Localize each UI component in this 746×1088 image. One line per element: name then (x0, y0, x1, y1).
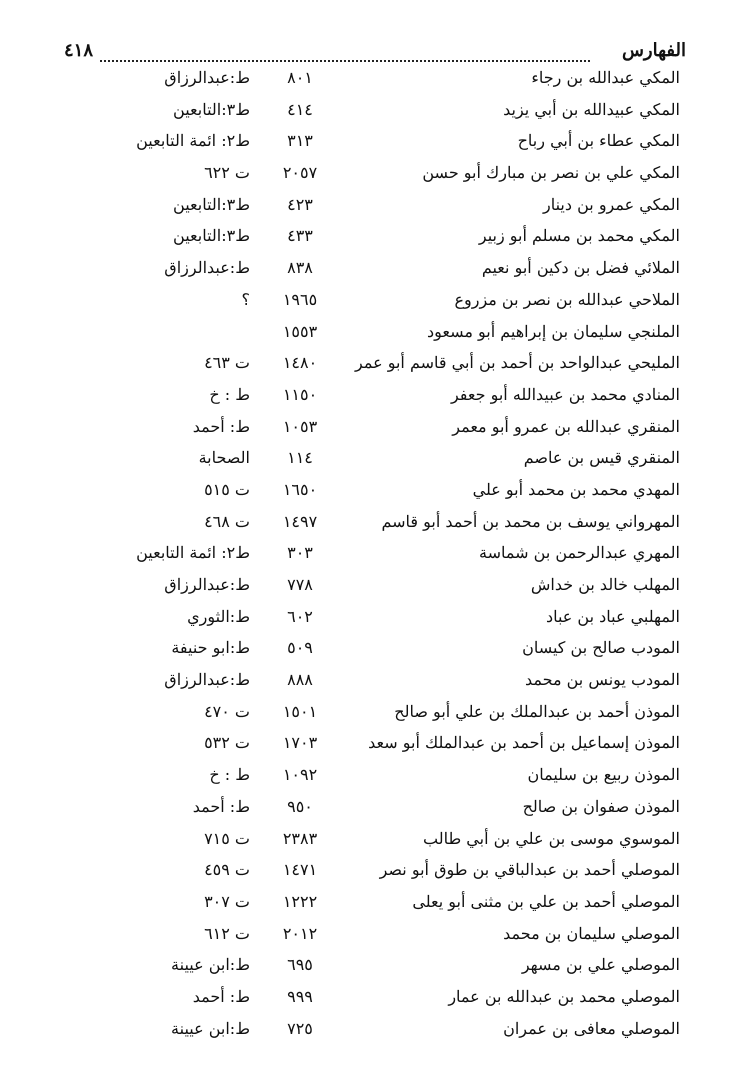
index-row (0, 159, 746, 191)
entry-number: ١٢٢٢ (282, 891, 318, 911)
narrator-name: المودب صالح بن كيسان (522, 638, 680, 658)
index-row (0, 286, 746, 318)
narrator-name: الموسوي موسى بن علي بن أبي طالب (423, 828, 680, 848)
index-row (0, 666, 746, 698)
narrator-name: الموصلي أحمد بن علي بن مثنى أبو يعلى (412, 891, 680, 911)
entry-note: ط: أحمد (192, 416, 250, 436)
narrator-name: الموذن صفوان بن صالح (522, 796, 680, 816)
entry-number: ١١٥٠ (282, 384, 318, 404)
entry-number: ٢٠٥٧ (282, 163, 318, 183)
entry-note: ت ٣٠٧ (204, 891, 250, 911)
index-row (0, 476, 746, 508)
entry-number: ٦٩٥ (287, 955, 313, 975)
narrator-name: المكي عطاء بن أبي رباح (517, 131, 680, 151)
index-list (0, 64, 746, 1046)
narrator-name: المنقري قيس بن عاصم (523, 448, 680, 468)
entry-number: ١٤٧١ (282, 860, 318, 880)
narrator-name: الموذن ربيع بن سليمان (527, 765, 680, 785)
entry-note: ط:عبدالرزاق (164, 68, 250, 87)
index-row (0, 634, 746, 666)
index-row (0, 571, 746, 603)
entry-note: ط:عبدالرزاق (164, 670, 250, 690)
narrator-name: المكي علي بن نصر بن مبارك أبو حسن (422, 163, 680, 183)
entry-number: ٨٨٨ (287, 670, 313, 690)
narrator-name: المنادي محمد بن عبيدالله أبو جعفر (450, 384, 680, 404)
section-title: الفهارس (621, 40, 686, 61)
index-row (0, 856, 746, 888)
narrator-name: المهلب خالد بن خداش (530, 575, 680, 594)
entry-note: ؟ (241, 289, 250, 309)
index-row (0, 698, 746, 730)
narrator-name: المهري عبدالرحمن بن شماسة (479, 543, 680, 563)
entry-note: الصحابة (198, 448, 250, 468)
entry-note: ت ٥١٥ (204, 479, 250, 499)
entry-note: ط٣:التابعين (173, 99, 250, 119)
index-row (0, 1015, 746, 1047)
index-row (0, 983, 746, 1015)
index-row (0, 413, 746, 445)
entry-number: ١٠٩٢ (282, 765, 318, 785)
entry-number: ٤٢٣ (287, 194, 313, 214)
entry-number: ١٥٥٣ (282, 321, 318, 341)
entry-number: ٦٠٢ (287, 606, 313, 626)
entry-note: ط:ابو حنيفة (171, 638, 250, 658)
entry-note: ط:ابن عيينة (171, 1018, 250, 1038)
index-row (0, 539, 746, 571)
index-row (0, 222, 746, 254)
entry-note: ط٢: ائمة التابعين (136, 131, 250, 151)
entry-number: ١٧٠٣ (282, 733, 318, 753)
narrator-name: المهرواني يوسف بن محمد بن أحمد أبو قاسم (381, 511, 680, 531)
narrator-name: المليحي عبدالواحد بن أحمد بن أبي قاسم أبو عمر (355, 353, 680, 373)
narrator-name: الموصلي سليمان بن محمد (503, 923, 680, 943)
entry-number: ٢٠١٢ (282, 923, 318, 943)
entry-number: ٨٣٨ (287, 258, 313, 278)
narrator-name: المكي عمرو بن دينار (543, 194, 680, 214)
index-row (0, 793, 746, 825)
entry-note: ط : خ (209, 765, 250, 785)
narrator-name: الموذن إسماعيل بن أحمد بن عبدالملك أبو سعد (368, 733, 680, 753)
entry-note: ط:عبدالرزاق (164, 258, 250, 278)
entry-note: ت ٤٧٠ (204, 701, 250, 721)
entry-number: ٩٩٩ (287, 986, 313, 1006)
narrator-name: المكي محمد بن مسلم أبو زبير (478, 226, 680, 246)
entry-note: ت ٤٦٣ (204, 353, 250, 373)
entry-note: ط:عبدالرزاق (164, 575, 250, 594)
page-number: ٤١٨ (64, 40, 94, 61)
entry-number: ٧٢٥ (287, 1018, 313, 1038)
narrator-name: الموصلي علي بن مسهر (521, 955, 680, 975)
index-row (0, 729, 746, 761)
narrator-name: الملنجي سليمان بن إبراهيم أبو مسعود (426, 321, 680, 341)
entry-number: ٤١٤ (287, 99, 313, 119)
narrator-name: الموذن أحمد بن عبدالملك بن علي أبو صالح (394, 701, 680, 721)
index-row (0, 603, 746, 635)
entry-note: ط : خ (209, 384, 250, 404)
index-row (0, 508, 746, 540)
entry-note: ت ٧١٥ (204, 828, 250, 848)
narrator-name: الموصلي محمد بن عبدالله بن عمار (448, 986, 680, 1006)
index-row (0, 920, 746, 952)
index-row (0, 96, 746, 128)
index-row (0, 254, 746, 286)
entry-note: ت ٤٥٩ (204, 860, 250, 880)
entry-number: ٣٠٣ (287, 543, 313, 563)
entry-number: ١٩٦٥ (282, 289, 318, 309)
narrator-name: الملائي فضل بن دكين أبو نعيم (481, 258, 680, 278)
entry-number: ٩٥٠ (287, 796, 313, 816)
index-row (0, 64, 746, 96)
index-row (0, 825, 746, 857)
index-row (0, 761, 746, 793)
entry-note: ت ٤٦٨ (204, 511, 250, 531)
narrator-name: الملاحي عبدالله بن نصر بن مزروع (454, 289, 680, 309)
entry-note: ط٣:التابعين (173, 194, 250, 214)
entry-number: ١٤٨٠ (282, 353, 318, 373)
narrator-name: المودب يونس بن محمد (524, 670, 680, 690)
entry-note: ت ٦١٢ (204, 923, 250, 943)
index-row (0, 349, 746, 381)
entry-number: ١٤٩٧ (282, 511, 318, 531)
index-row (0, 888, 746, 920)
entry-number: ٥٠٩ (287, 638, 313, 658)
entry-number: ١١٤ (287, 448, 313, 468)
entry-note: ت ٥٣٢ (204, 733, 250, 753)
entry-number: ٤٣٣ (287, 226, 313, 246)
entry-number: ١٠٥٣ (282, 416, 318, 436)
narrator-name: المنقري عبدالله بن عمرو أبو معمر (452, 416, 680, 436)
entry-number: ٧٧٨ (287, 575, 313, 594)
narrator-name: المهلبي عباد بن عباد (545, 606, 680, 626)
index-row (0, 191, 746, 223)
index-row (0, 951, 746, 983)
entry-note: ط٢: ائمة التابعين (136, 543, 250, 563)
entry-number: ٢٣٨٣ (282, 828, 318, 848)
entry-note: ط: أحمد (192, 796, 250, 816)
index-row (0, 127, 746, 159)
index-row (0, 318, 746, 350)
entry-number: ١٥٠١ (282, 701, 318, 721)
header-dotted-leader (100, 40, 590, 62)
narrator-name: الموصلي أحمد بن عبدالباقي بن طوق أبو نصر (379, 860, 680, 880)
entry-number: ١٦٥٠ (282, 479, 318, 499)
index-row (0, 444, 746, 476)
entry-number: ٣١٣ (287, 131, 313, 151)
narrator-name: الموصلي معافى بن عمران (503, 1018, 680, 1038)
narrator-name: المكي عبيدالله بن أبي يزيد (503, 99, 680, 119)
entry-note: ط:الثوري (187, 606, 250, 626)
entry-number: ٨٠١ (287, 68, 313, 87)
entry-note: ط٣:التابعين (173, 226, 250, 246)
entry-note: ط: أحمد (192, 986, 250, 1006)
entry-note: ط:ابن عيينة (171, 955, 250, 975)
index-row (0, 381, 746, 413)
narrator-name: المهدي محمد بن محمد أبو علي (472, 479, 680, 499)
narrator-name: المكي عبدالله بن رجاء (531, 68, 680, 87)
entry-note: ت ٦٢٢ (204, 163, 250, 183)
